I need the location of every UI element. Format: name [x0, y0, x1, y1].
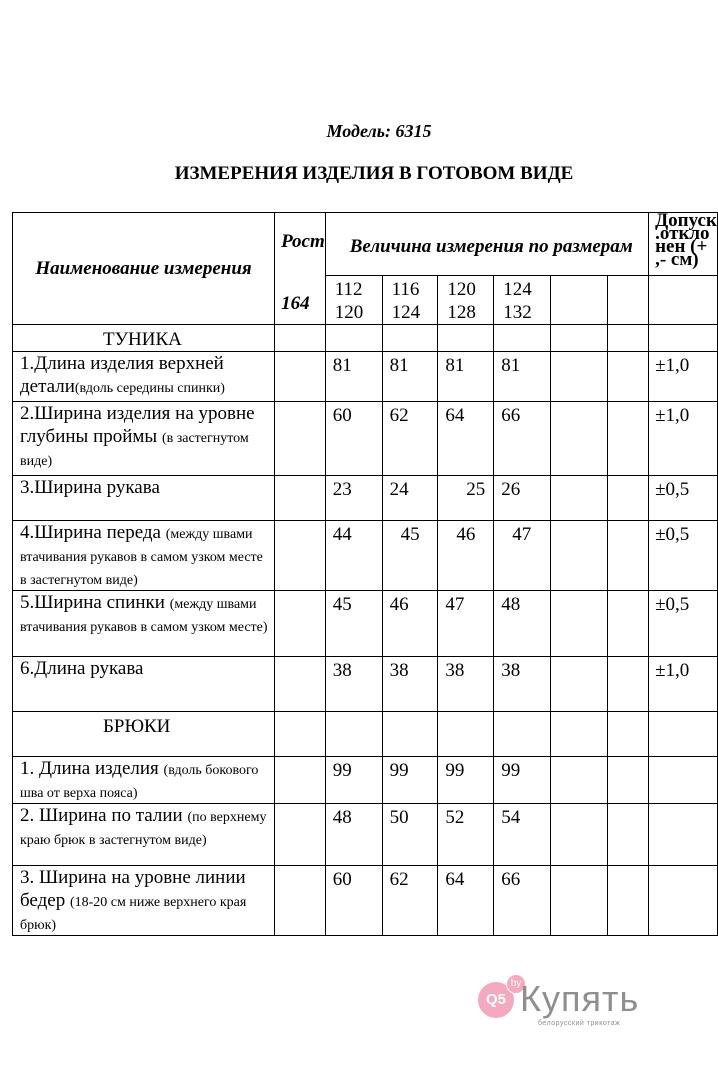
table-row: 5.Ширина спинки (между швами втачивания рукавов в самом узком месте) 45 46 47 48 ±0,5 — [13, 591, 718, 657]
table-row: 3. Ширина на уровне линии бедер (18-20 см ниже верхнего края брюк) 60 62 64 66 — [13, 866, 718, 936]
tolerance-empty — [649, 276, 718, 325]
size-1: 112 120 — [325, 276, 382, 325]
logo-tagline: белорусский трикотаж — [538, 1020, 621, 1027]
table-row: 1. Длина изделия (вдоль бокового шва от верха пояса) 99 99 99 99 — [13, 757, 718, 804]
header-height-value: 164 — [281, 293, 310, 314]
header-tolerance: Допуск .откло нен (+ ,- см) — [649, 213, 718, 276]
table-row: 3.Ширина рукава 23 24 25 26 ±0,5 — [13, 476, 718, 521]
model-title: Модель: 6315 — [326, 121, 432, 141]
logo-badge-icon: Q5 — [478, 982, 514, 1018]
table-row: 6.Длина рукава 38 38 38 38 ±1,0 — [13, 657, 718, 712]
logo-by-icon: by — [506, 974, 526, 994]
size-3: 120 128 — [438, 276, 494, 325]
logo-name: Купять — [520, 978, 640, 1019]
header-height-cell — [275, 213, 326, 325]
header-sizes: Величина измерения по размерам — [325, 213, 648, 276]
measurements-table — [12, 212, 718, 936]
size-empty — [607, 276, 649, 325]
brand-logo — [478, 974, 678, 1034]
table-row: 4.Ширина переда (между швами втачивания рукавов в самом узком месте в застегнутом виде) 44 45 46 47 ±0,5 — [13, 521, 718, 591]
size-empty — [551, 276, 607, 325]
page-title: ИЗМЕРЕНИЯ ИЗДЕЛИЯ В ГОТОВОМ ВИДЕ — [174, 163, 574, 184]
header-name: Наименование измерения — [13, 213, 275, 325]
section-pants: БРЮКИ — [13, 712, 275, 757]
header-height-label: Рост — [281, 231, 325, 252]
size-4: 124 132 — [494, 276, 551, 325]
table-row: 2.Ширина изделия на уровне глубины проймы (в застегнутом виде) 60 62 64 66 ±1,0 — [13, 402, 718, 476]
table-row: 2. Ширина по талии (по верхнему краю брюк в застегнутом виде) 48 50 52 54 — [13, 804, 718, 866]
section-tunic: ТУНИКА — [13, 325, 275, 352]
table-row: 1.Длина изделия верхней детали(вдоль середины спинки) 81 81 81 81 ±1,0 — [13, 352, 718, 402]
size-2: 116 124 — [382, 276, 438, 325]
